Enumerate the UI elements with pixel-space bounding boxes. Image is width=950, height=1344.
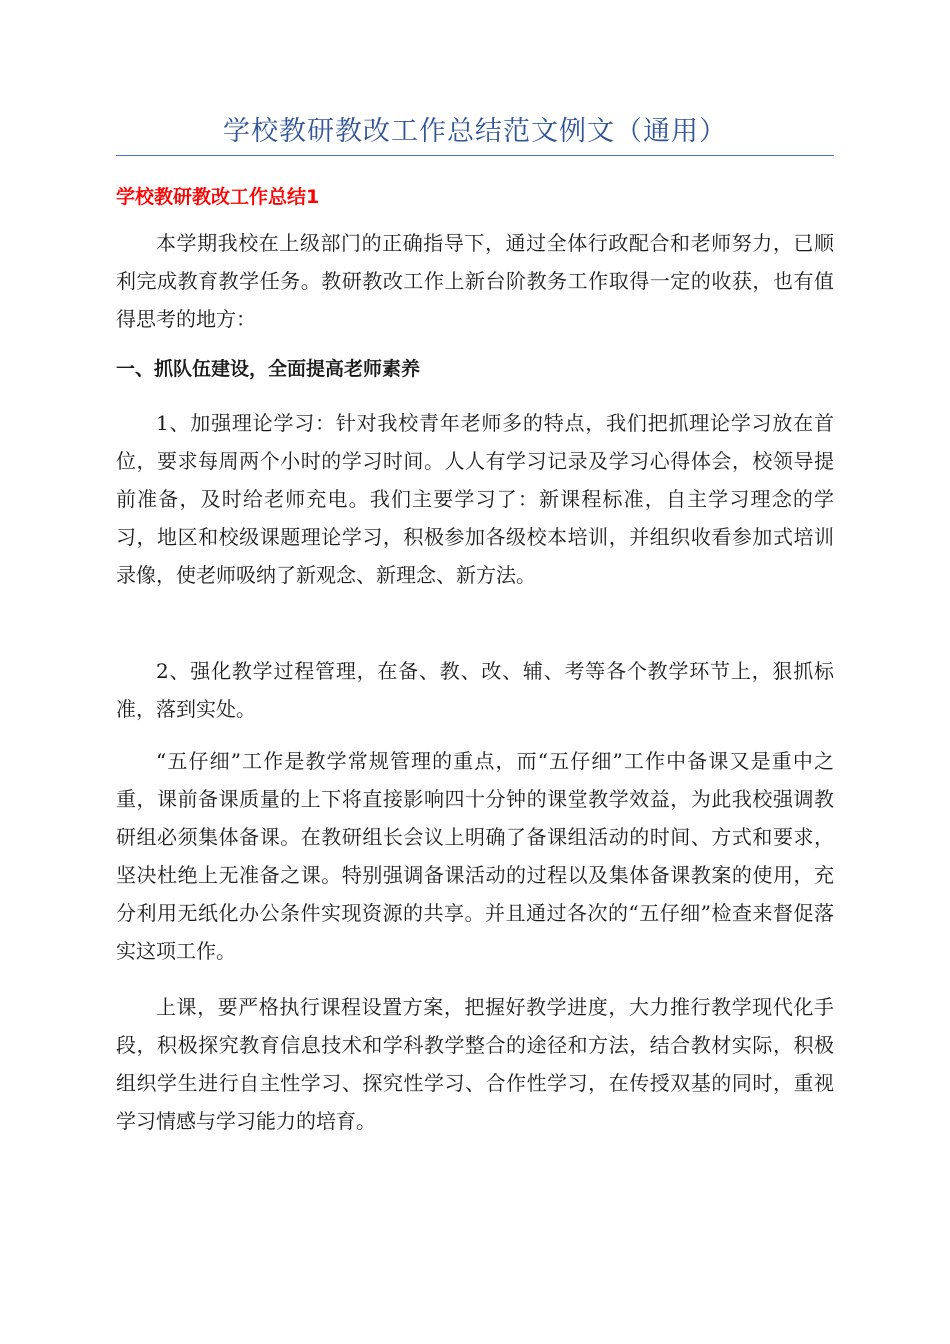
- paragraph-intro: 本学期我校在上级部门的正确指导下，通过全体行政配合和老师努力，已顺利完成教育教学任务。教研教改工作上新台阶教务工作取得一定的收获，也有值得思考的地方：: [116, 231, 834, 331]
- paragraph-five-careful: “五仔细”工作是教学常规管理的重点，而“五仔细”工作中备课又是重中之重，课前备课质量的上下将直接影响四十分钟的课堂教学效益，为此我校强调教研组必须集体备课。在教研组长会议上明确了备课组活动的时间、方式和要求，坚决杜绝上无准备之课。特别强调备课活动的过程以及集体备课教案的使用，充分利用无纸化办公条件实现资源的共享。并且通过各次的“五仔细”检查来督促落实这项工作。: [116, 749, 834, 963]
- title-underline: [116, 155, 834, 156]
- section-heading: 学校教研教改工作总结1: [116, 186, 320, 208]
- paragraph-process-management: 2、强化教学过程管理，在备、教、改、辅、考等各个教学环节上，狠抓标准，落到实处。: [116, 659, 834, 721]
- document-title: 学校教研教改工作总结范文例文（通用）: [223, 116, 727, 147]
- paragraph-classes: 上课，要严格执行课程设置方案，把握好教学进度，大力推行教学现代化手段，积极探究教育信息技术和学科教学整合的途径和方法，结合教材实际，积极组织学生进行自主性学习、探究性学习、合作性学习，在传授双基的同时，重视学习情感与学习能力的培育。: [116, 995, 834, 1133]
- paragraph-theory-study: 1、加强理论学习：针对我校青年老师多的特点，我们把抓理论学习放在首位，要求每周两个小时的学习时间。人人有学习记录及学习心得体会，校领导提前准备，及时给老师充电。我们主要学习了：新课程标准，自主学习理念的学习，地区和校级课题理论学习，积极参加各级校本培训，并组织收看参加式培训录像，使老师吸纳了新观念、新理念、新方法。: [116, 411, 834, 587]
- sub-heading: 一、抓队伍建设，全面提高老师素养: [116, 358, 421, 380]
